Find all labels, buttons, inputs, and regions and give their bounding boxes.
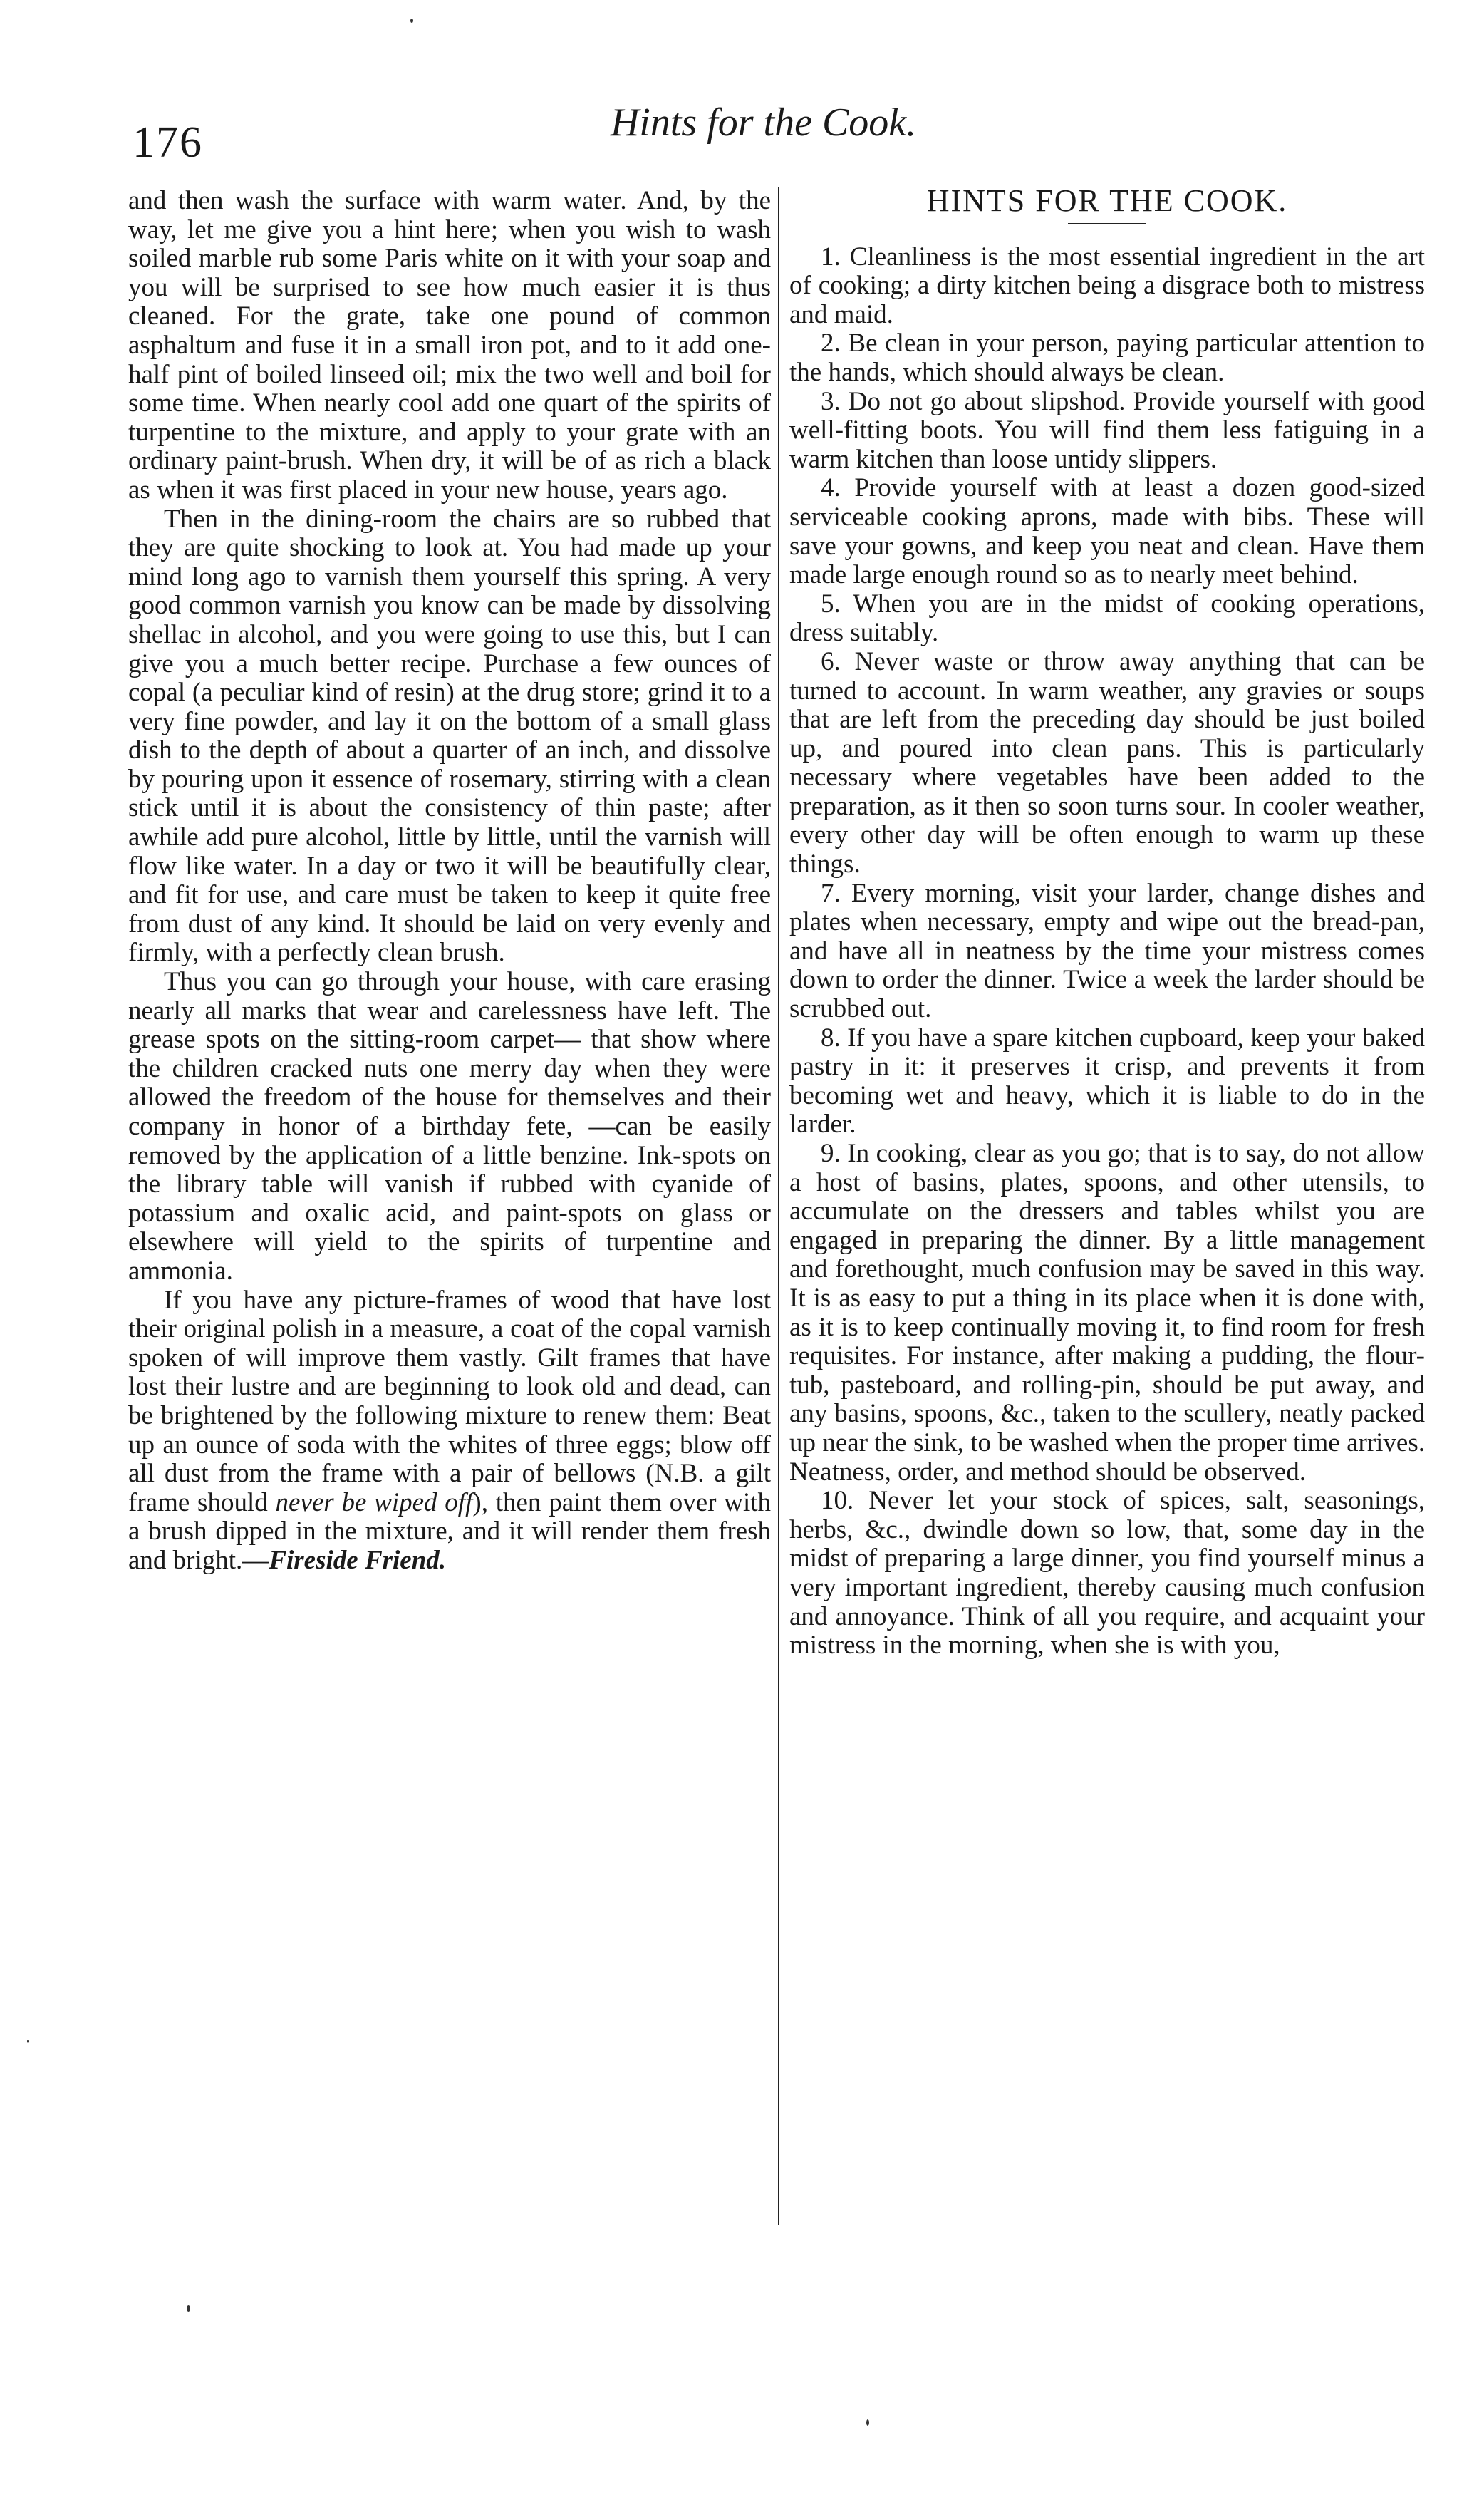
left-paragraph: and then wash the surface with warm water. And, by the way, let me give you a hint here; when you wish to wash soiled marble rub some Paris white on it with your soap and you will be surprised to see how much easier it is thus cleaned. For the grate, take one pound of common asphaltum and fuse it in a small iron pot, and to it add one-half pint of boiled linseed oil; mix the two well and boil for some time. When nearly cool add one quart of the spirits of turpentine to the mixture, and apply to your grate with an ordinary paint-brush. When dry, it will be of as rich a black as when it was first placed in your new house, years ago. (128, 186, 771, 505)
hint-item: 1. Cleanliness is the most essential ingredient in the art of cooking; a dirty kitchen being a disgrace both to mistress and maid. (789, 242, 1425, 329)
hint-item: 7. Every morning, visit your larder, change dishes and plates when necessary, empty and wipe out the bread-pan, and have all in neatness by the time your mistress comes down to order the dinner. Twice a week the larder should be scrubbed out. (789, 878, 1425, 1024)
hint-item: 10. Never let your stock of spices, salt, seasonings, herbs, &c., dwindle down so low, that, some day in the midst of preparing a large dinner, you find yourself minus a very important ingredient, thereby causing much confusion and annoyance. Think of all you require, and acquaint your mistress in the morning, when she is with you, (789, 1486, 1425, 1660)
closing-text: ), then paint them over with a brush dipped in the mixture, and it will render them fresh and bright.— (128, 1487, 772, 1575)
page-number: 176 (133, 118, 203, 167)
left-paragraph: Thus you can go through your house, with care erasing nearly all marks that wear and carelessness have left. The grease spots on the sitting-room carpet— that show where the children cracked nuts one merry day when they were allowed the freedom of the house for themselves and their company in honor of a birthday fete, —can be easily removed by the application of a little benzine. Ink-spots on the library table will vanish if rubbed with cyanide of potassium and oxalic acid, and paint-spots on glass or elsewhere will yield to the spirits of turpentine and ammonia. (128, 967, 771, 1286)
hint-item: 8. If you have a spare kitchen cupboard, keep your baked pastry in it: it preserves it crisp, and prevents it from becoming wet and heavy, which it is liable to do in the larder. (789, 1023, 1425, 1140)
hint-item: 3. Do not go about slipshod. Provide yourself with good well-fitting boots. You will find them less fatiguing in a warm kitchen than loose untidy slippers. (789, 386, 1425, 474)
print-speck (27, 2040, 29, 2043)
emphasis-text: never be wiped off (275, 1487, 473, 1517)
section-title: HINTS FOR THE COOK. (926, 183, 1288, 218)
source-signature: Fireside Friend. (269, 1545, 447, 1575)
left-column (128, 187, 771, 1576)
hint-item: 4. Provide yourself with at least a dozen good-sized serviceable cooking aprons, made with bibs. These will save your gowns, and keep you neat and clean. Have them made large enough round so as to nearly meet behind. (789, 473, 1425, 590)
hint-item: 9. In cooking, clear as you go; that is to say, do not allow a host of basins, plates, spoons, and other utensils, to accumulate on the dressers and tables whilst you are engaged in preparing the dinner. By a little management and forethought, much confusion may be saved in this way. It is as easy to put a thing in its place when it is done with, as it is to keep continually moving it, to find room for fresh requisites. For instance, after making a pudding, the flour-tub, pasteboard, and rolling-pin, should be put away, and any basins, spoons, &c., taken to the scullery, neatly packed up near the sink, to be washed when the proper time arrives. Neatness, order, and method should be observed. (789, 1139, 1425, 1487)
column-divider (778, 187, 779, 2225)
left-paragraph-last (128, 1286, 771, 1576)
print-speck (187, 2305, 190, 2312)
print-speck (410, 19, 413, 23)
running-title: Hints for the Cook. (610, 100, 917, 145)
hint-item: 2. Be clean in your person, paying particular attention to the hands, which should always be clean. (789, 329, 1425, 387)
hint-item: 5. When you are in the midst of cooking operations, dress suitably. (789, 589, 1425, 648)
right-column (789, 183, 1425, 1660)
hint-item: 6. Never waste or throw away anything that can be turned to account. In warm weather, any gravies or soups that are left from the preceding day should be just boiled up, and poured into clean pans. This is particularly necessary where vegetables have been added to the preparation, as it then so soon turns sour. In cooler weather, every other day will be often enough to warm up these things. (789, 646, 1425, 879)
print-speck (866, 2419, 869, 2426)
left-paragraph-text: If you have any picture-frames of wood that have lost their original polish in a measure, a coat of the copal varnish spoken of will improve them vastly. Gilt frames that have lost their lustre and are beginning to look old and dead, can be brightened by the following mixture to renew them: Beat up an ounce of soda with the whites of three eggs; blow off all dust from the frame with a pair of bellows (N.B. a gilt frame should (128, 1285, 771, 1517)
left-paragraph: Then in the dining-room the chairs are so rubbed that they are quite shocking to look at. You had made up your mind long ago to varnish them yourself this spring. A very good common varnish you know can be made by dissolving shellac in alcohol, and you were going to use this, but I can give you a much better recipe. Purchase a few ounces of copal (a peculiar kind of resin) at the drug store; grind it to a very fine powder, and lay it on the bottom of a small glass dish to the depth of about a quarter of an inch, and dissolve by pouring upon it essence of rosemary, stirring with a clean stick until it is about the consistency of thin paste; after awhile add pure alcohol, little by little, until the varnish will flow like water. In a day or two it will be beautifully clear, and fit for use, and care must be taken to keep it quite free from dust of any kind. It should be laid on very evenly and firmly, with a perfectly clean brush. (128, 504, 771, 968)
title-rule (1068, 223, 1146, 224)
